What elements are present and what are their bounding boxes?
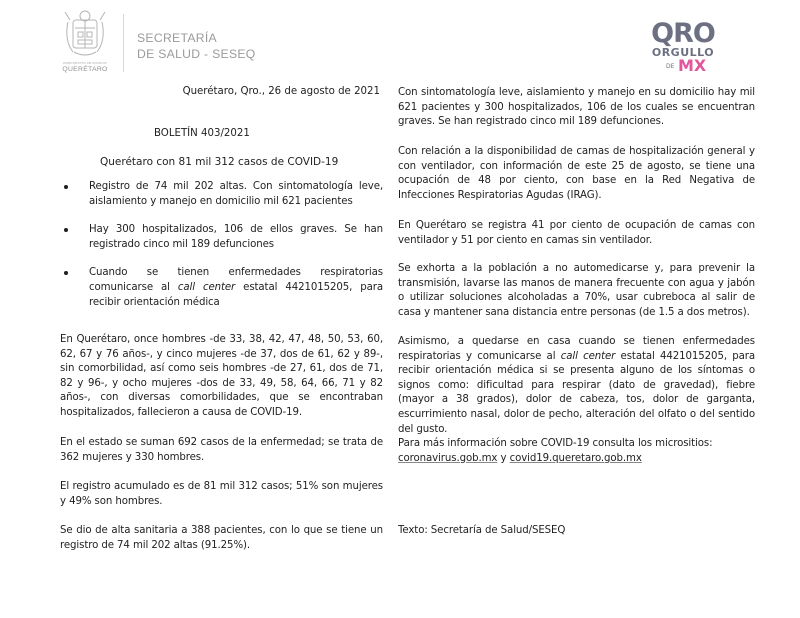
org-name-line1: SECRETARÍA [137, 31, 217, 45]
header-divider [123, 14, 124, 72]
seal-small-caption: PODER EJECUTIVO DEL ESTADO DE [63, 62, 107, 65]
qro-orgullo-de-mx-logo [644, 18, 722, 76]
bullet-dot-icon [64, 271, 68, 275]
bullet-dot-icon [64, 228, 68, 232]
more-info-text: Para más información sobre COVID-19 consulta los micrositios: [398, 438, 713, 449]
symptoms-paragraph: Con sintomatología leve, aislamiento y manejo en su domicilio hay mil 621 pacientes y 300 hospitalizados, 106 de los cuales se encuentran graves. Se han registrado cinco mil 189 defunciones. [398, 87, 755, 128]
bullet-text [89, 266, 383, 310]
bullet-item [60, 266, 383, 310]
bed-availability-paragraph: Con relación a la disponibilidad de camas de hospitalización general y con ventilador, con información de este 25 de agosto, se tiene una ocupación de 48 por ciento, con base en la Red Negativa de Infecciones Respiratorias Agudas (IRAG). [398, 146, 755, 201]
link-joiner: y [497, 452, 510, 464]
logo-mx-text: MX [678, 56, 707, 75]
seal-caption: QUERÉTARO [62, 66, 108, 73]
ventilator-occupancy-paragraph: En Querétaro se registra 41 por ciento de ocupación de camas con ventilador y 51 por ciento en camas sin ventilador. [398, 220, 755, 246]
covid19-queretaro-link[interactable]: covid19.queretaro.gob.mx [509, 452, 642, 464]
bullet-list [60, 180, 383, 324]
queretaro-state-seal [60, 6, 110, 74]
bullet-text-pre: Cuando se tienen enfermedades respiratorias comunicarse al [89, 267, 383, 293]
discharges-paragraph: Se dio de alta sanitaria a 388 pacientes, con lo que se tiene un registro de 74 mil 202 altas (91.25%). [60, 525, 383, 551]
stay-home-pre: Asimismo, a quedarse en casa cuando se tienen enfermedades respiratorias y comunicarse al [398, 336, 755, 362]
org-name-line2: DE SALUD - SESEQ [137, 46, 256, 61]
logo-de-text: DE [666, 63, 675, 70]
call-center-italic: call center [560, 350, 616, 362]
headline: Querétaro con 81 mil 312 casos de COVID-19 [100, 156, 339, 168]
coat-of-arms-icon [60, 6, 110, 62]
bullet-text-post: estatal 4421015205, para recibir orientación médica [89, 281, 384, 308]
dateline: Querétaro, Qro., 26 de agosto de 2021 [182, 86, 380, 97]
bullet-item [60, 223, 383, 252]
new-cases-paragraph: En el estado se suman 692 casos de la enfermedad; se trata de 362 mujeres y 330 hombres. [60, 437, 383, 463]
deaths-paragraph: En Querétaro, once hombres -de 33, 38, 42, 47, 48, 50, 53, 60, 62, 67 y 76 años-, y cinco mujeres -de 37, dos de 61, 62 y 89-, sin comorbilidad, así como seis hombres -de 27, 61, dos de 71, 82 y 96-, y ocho mujeres -dos de 33, 49, 58, 64, 66, 71 y 82 años-, con diversas comorbilidades, que se encontraban hospitalizados, fallecieron a causa de COVID-19. [60, 334, 383, 418]
cumulative-cases-paragraph: El registro acumulado es de 81 mil 312 casos; 51% son mujeres y 49% son hombres. [60, 481, 383, 507]
stay-home-post: estatal 4421015205, para recibir orientación médica si se presenta alguno de los síntomas o signos como: dificultad para respirar (dato de gravedad), fiebre (mayor a 38 grados), dolor de cabeza, tos, dolor de garganta, escurrimiento nasal, dolor de pecho, alteración del olfato o del sentido del gusto. [398, 350, 755, 435]
text-credit: Texto: Secretaría de Salud/SESEQ [398, 525, 566, 536]
bullet-text: Hay 300 hospitalizados, 106 de ellos graves. Se han registrado cinco mil 189 defunciones [89, 224, 383, 250]
stay-home-paragraph [398, 335, 755, 437]
bullet-dot-icon [64, 185, 68, 189]
call-center-italic: call center [177, 281, 236, 293]
bulletin-number: BOLETÍN 403/2021 [154, 128, 250, 139]
coronavirus-gob-link[interactable]: coronavirus.gob.mx [398, 452, 498, 464]
more-info-paragraph [398, 437, 755, 466]
bullet-item [60, 180, 383, 209]
logo-qro-text: QRO [651, 18, 715, 49]
prevention-paragraph: Se exhorta a la población a no automedicarse y, para prevenir la transmisión, lavarse las manos de manera frecuente con agua y jabón o utilizar soluciones alcoholadas a 70%, usar cubreboca al salir de casa y mantener sana distancia entre personas (de 1.5 a dos metros). [398, 263, 755, 318]
logo-orgullo-text: ORGULLO [651, 46, 715, 59]
bullet-text: Registro de 74 mil 202 altas. Con sintomatología leve, aislamiento y manejo en domicilio mil 621 pacientes [89, 181, 383, 207]
organization-name [137, 31, 256, 62]
